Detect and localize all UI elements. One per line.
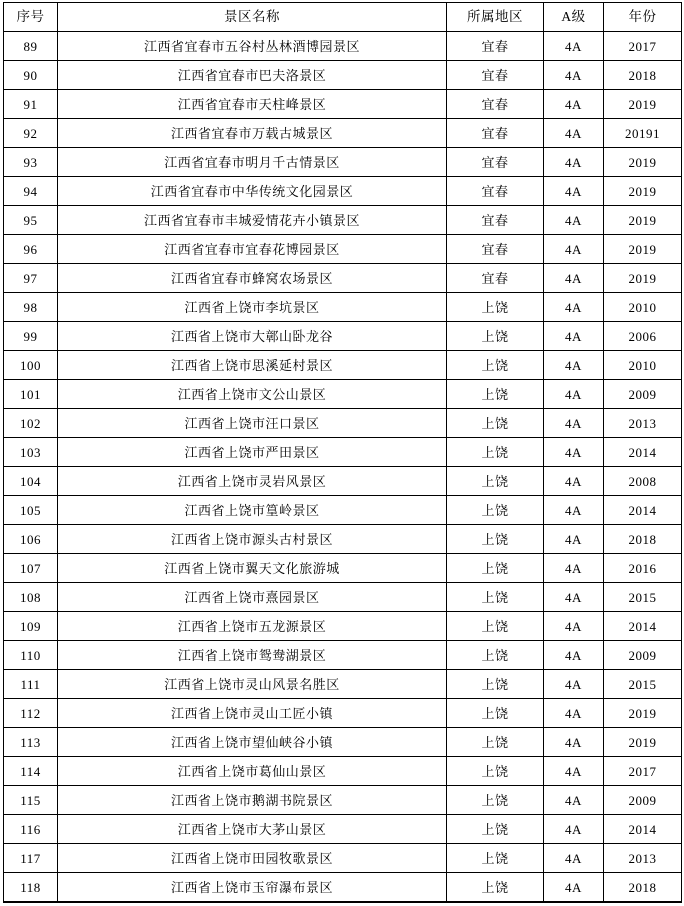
table-row [4,612,682,641]
cell-scenic-area-name: 江西省上饶市田园牧歌景区 [58,844,447,873]
cell-a-level: 4A [544,641,604,670]
table-row [4,90,682,119]
cell-serial-number: 102 [4,409,58,438]
cell-serial-number: 104 [4,467,58,496]
cell-scenic-area-name: 江西省上饶市大茅山景区 [58,815,447,844]
cell-a-level: 4A [544,206,604,235]
cell-a-level: 4A [544,119,604,148]
cell-region: 宜春 [447,148,544,177]
cell-year: 2018 [604,873,682,903]
cell-scenic-area-name: 江西省上饶市篁岭景区 [58,496,447,525]
cell-region: 上饶 [447,844,544,873]
cell-region: 上饶 [447,728,544,757]
cell-scenic-area-name: 江西省宜春市中华传统文化园景区 [58,177,447,206]
cell-a-level: 4A [544,322,604,351]
column-header-grade: A级 [544,3,604,32]
table-row [4,293,682,322]
cell-year: 2019 [604,699,682,728]
cell-serial-number: 92 [4,119,58,148]
table-row [4,583,682,612]
table-row [4,467,682,496]
cell-year: 20191 [604,119,682,148]
cell-serial-number: 116 [4,815,58,844]
cell-a-level: 4A [544,351,604,380]
scenic-area-table [3,2,682,903]
cell-year: 2009 [604,641,682,670]
cell-region: 上饶 [447,322,544,351]
cell-serial-number: 90 [4,61,58,90]
cell-scenic-area-name: 江西省上饶市望仙峡谷小镇 [58,728,447,757]
cell-year: 2010 [604,351,682,380]
cell-serial-number: 117 [4,844,58,873]
cell-year: 2019 [604,728,682,757]
cell-serial-number: 95 [4,206,58,235]
cell-year: 2019 [604,206,682,235]
cell-serial-number: 107 [4,554,58,583]
cell-region: 上饶 [447,496,544,525]
cell-region: 宜春 [447,61,544,90]
table-row [4,264,682,293]
table-body [4,32,682,903]
cell-scenic-area-name: 江西省上饶市五龙源景区 [58,612,447,641]
cell-serial-number: 103 [4,438,58,467]
cell-region: 上饶 [447,641,544,670]
table-row [4,351,682,380]
cell-scenic-area-name: 江西省宜春市蜂窝农场景区 [58,264,447,293]
cell-year: 2014 [604,496,682,525]
cell-region: 上饶 [447,699,544,728]
cell-a-level: 4A [544,380,604,409]
cell-serial-number: 98 [4,293,58,322]
cell-year: 2015 [604,670,682,699]
cell-region: 上饶 [447,873,544,903]
cell-serial-number: 89 [4,32,58,61]
cell-serial-number: 100 [4,351,58,380]
cell-year: 2006 [604,322,682,351]
cell-year: 2009 [604,380,682,409]
cell-year: 2016 [604,554,682,583]
cell-year: 2008 [604,467,682,496]
cell-scenic-area-name: 江西省上饶市葛仙山景区 [58,757,447,786]
cell-serial-number: 96 [4,235,58,264]
cell-scenic-area-name: 江西省上饶市玉帘瀑布景区 [58,873,447,903]
cell-a-level: 4A [544,612,604,641]
cell-scenic-area-name: 江西省宜春市明月千古情景区 [58,148,447,177]
cell-region: 上饶 [447,815,544,844]
cell-scenic-area-name: 江西省上饶市鹅湖书院景区 [58,786,447,815]
cell-scenic-area-name: 江西省宜春市万载古城景区 [58,119,447,148]
cell-a-level: 4A [544,61,604,90]
table-row [4,177,682,206]
cell-region: 上饶 [447,757,544,786]
cell-serial-number: 111 [4,670,58,699]
cell-year: 2013 [604,844,682,873]
cell-region: 宜春 [447,90,544,119]
cell-scenic-area-name: 江西省宜春市巴夫洛景区 [58,61,447,90]
cell-a-level: 4A [544,699,604,728]
cell-year: 2018 [604,525,682,554]
cell-a-level: 4A [544,293,604,322]
cell-serial-number: 113 [4,728,58,757]
cell-serial-number: 101 [4,380,58,409]
cell-a-level: 4A [544,525,604,554]
cell-scenic-area-name: 江西省上饶市灵山风景名胜区 [58,670,447,699]
cell-year: 2009 [604,786,682,815]
cell-serial-number: 105 [4,496,58,525]
cell-scenic-area-name: 江西省上饶市文公山景区 [58,380,447,409]
cell-a-level: 4A [544,467,604,496]
cell-scenic-area-name: 江西省上饶市灵岩风景区 [58,467,447,496]
table-row [4,438,682,467]
cell-serial-number: 94 [4,177,58,206]
column-header-year: 年份 [604,3,682,32]
cell-region: 上饶 [447,409,544,438]
cell-a-level: 4A [544,844,604,873]
cell-region: 上饶 [447,670,544,699]
cell-a-level: 4A [544,670,604,699]
cell-region: 宜春 [447,119,544,148]
cell-serial-number: 115 [4,786,58,815]
table-row [4,554,682,583]
cell-scenic-area-name: 江西省上饶市思溪延村景区 [58,351,447,380]
cell-a-level: 4A [544,757,604,786]
cell-year: 2017 [604,32,682,61]
cell-serial-number: 108 [4,583,58,612]
table-row [4,409,682,438]
cell-region: 宜春 [447,235,544,264]
cell-a-level: 4A [544,177,604,206]
table-row [4,757,682,786]
cell-year: 2013 [604,409,682,438]
table-row [4,32,682,61]
cell-scenic-area-name: 江西省上饶市汪口景区 [58,409,447,438]
table-row [4,322,682,351]
cell-a-level: 4A [544,786,604,815]
table-row [4,728,682,757]
cell-a-level: 4A [544,496,604,525]
cell-a-level: 4A [544,815,604,844]
table-row [4,641,682,670]
cell-scenic-area-name: 江西省上饶市严田景区 [58,438,447,467]
cell-a-level: 4A [544,728,604,757]
cell-scenic-area-name: 江西省宜春市宜春花博园景区 [58,235,447,264]
table-row [4,235,682,264]
cell-a-level: 4A [544,438,604,467]
table-row [4,61,682,90]
cell-region: 上饶 [447,380,544,409]
cell-scenic-area-name: 江西省宜春市丰城爱情花卉小镇景区 [58,206,447,235]
table-row [4,786,682,815]
cell-region: 宜春 [447,177,544,206]
cell-scenic-area-name: 江西省上饶市灵山工匠小镇 [58,699,447,728]
cell-a-level: 4A [544,32,604,61]
cell-year: 2010 [604,293,682,322]
table-row [4,119,682,148]
table-row [4,815,682,844]
cell-scenic-area-name: 江西省上饶市李坑景区 [58,293,447,322]
cell-year: 2014 [604,438,682,467]
cell-year: 2019 [604,235,682,264]
cell-region: 上饶 [447,467,544,496]
column-header-index: 序号 [4,3,58,32]
table-row [4,525,682,554]
cell-scenic-area-name: 江西省上饶市大鄣山卧龙谷 [58,322,447,351]
cell-scenic-area-name: 江西省上饶市源头古村景区 [58,525,447,554]
cell-a-level: 4A [544,409,604,438]
cell-region: 上饶 [447,554,544,583]
cell-a-level: 4A [544,90,604,119]
cell-year: 2019 [604,264,682,293]
cell-year: 2019 [604,177,682,206]
cell-year: 2014 [604,612,682,641]
table-row [4,670,682,699]
cell-serial-number: 110 [4,641,58,670]
cell-serial-number: 91 [4,90,58,119]
cell-scenic-area-name: 江西省上饶市熹园景区 [58,583,447,612]
cell-region: 上饶 [447,583,544,612]
table-row [4,380,682,409]
cell-year: 2017 [604,757,682,786]
cell-year: 2014 [604,815,682,844]
table-row [4,206,682,235]
cell-a-level: 4A [544,554,604,583]
cell-scenic-area-name: 江西省上饶市翼天文化旅游城 [58,554,447,583]
cell-region: 上饶 [447,351,544,380]
table-row [4,873,682,903]
table-row [4,699,682,728]
cell-serial-number: 118 [4,873,58,903]
cell-region: 宜春 [447,32,544,61]
table-header-row [4,3,682,32]
cell-serial-number: 114 [4,757,58,786]
table-row [4,148,682,177]
cell-region: 上饶 [447,525,544,554]
cell-scenic-area-name: 江西省宜春市五谷村丛林酒博园景区 [58,32,447,61]
cell-scenic-area-name: 江西省上饶市鸳鸯湖景区 [58,641,447,670]
cell-serial-number: 106 [4,525,58,554]
cell-serial-number: 109 [4,612,58,641]
cell-year: 2015 [604,583,682,612]
cell-a-level: 4A [544,873,604,903]
cell-region: 上饶 [447,293,544,322]
cell-serial-number: 97 [4,264,58,293]
cell-region: 上饶 [447,438,544,467]
column-header-region: 所属地区 [447,3,544,32]
cell-region: 上饶 [447,612,544,641]
cell-a-level: 4A [544,235,604,264]
cell-region: 上饶 [447,786,544,815]
table-row [4,496,682,525]
cell-region: 宜春 [447,264,544,293]
cell-serial-number: 93 [4,148,58,177]
cell-scenic-area-name: 江西省宜春市天柱峰景区 [58,90,447,119]
column-header-name: 景区名称 [58,3,447,32]
cell-a-level: 4A [544,148,604,177]
cell-a-level: 4A [544,264,604,293]
cell-region: 宜春 [447,206,544,235]
cell-serial-number: 99 [4,322,58,351]
cell-year: 2018 [604,61,682,90]
cell-year: 2019 [604,148,682,177]
table-row [4,844,682,873]
cell-a-level: 4A [544,583,604,612]
cell-serial-number: 112 [4,699,58,728]
cell-year: 2019 [604,90,682,119]
